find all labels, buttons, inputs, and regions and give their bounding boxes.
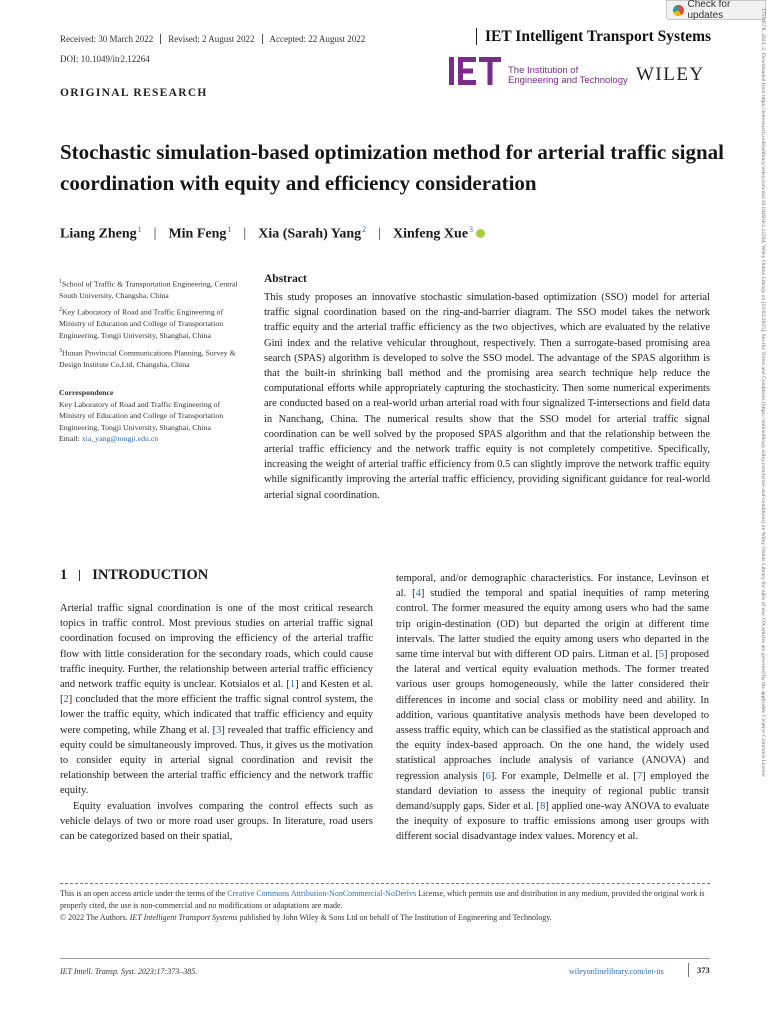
intro-right-column: [396, 571, 709, 845]
author-1[interactable]: Liang Zheng$^1$: [60, 225, 142, 242]
intro-paragraph-1: Arterial traffic signal coordination is one of the most critical research topics in traffic control. Most previous studies on arterial traffic signal coordination focused on improving the efficiency of the arterial traffic flow with little consideration for the secondary roads, which could cause traffic inequity. Further, the relationship between arterial traffic efficiency and network traffic equity is unclear. Kotsialos et al. [1] and Kesten et al. [2] concluded that the more efficient the traffic signal control system, the lower the traffic equity, which indicated that traffic efficiency and equity were competing, while Zhang et al. [3] revealed that traffic efficiency and equity could be simultaneously improved. Thus, it gives us the motivation to consider equity in arterial signal coordination and revisit the relationship between the arterial traffic efficiency and the network traffic equity.: [60, 603, 373, 797]
abstract-text: This study proposes an innovative stochastic simulation-based optimization (SSO) model for arterial traffic signal coordination based on the ring-and-barrier diagram. The SSO model takes the network traffic equity and the arterial traffic efficiency as the two objectives, which are evaluated by the relative Gini index and the relative vehicular throughout, respectively. Then a surrogate-based promising area search (SPAS) algorithm is developed to solve the SSO model. The advantage of the SPAS algorithm is that the built-in shrinking ball method and the promising area search technique help reduce the computational efforts while appropriately capturing the stochasticity. Then some numerical experiments are conducted based on a real-world urban arterial road with four signalized T-intersections and field data in Nanchang, China. The numerical results show that the SSO model for arterial traffic signal coordination can be well solved by the proposed SPAS algorithm and that the relationship between the arterial traffic efficiency and the network traffic equity is not completely competitive. Specifically, increasing the weight of arterial traffic efficiency from 0.5 can slightly improve the network traffic equity while significantly improving the arterial traffic efficiency, providing significant guidance for real-world arterial signal coordination.: [264, 292, 710, 501]
iet-line-1: The Institution of: [508, 65, 579, 76]
abstract-heading: Abstract: [264, 273, 307, 285]
citation-link[interactable]: 6: [485, 770, 491, 782]
section-heading: 1 INTRODUCTION: [60, 567, 209, 583]
affiliation-1: $^1$School of Traffic & Transportation Engineering, Central South University, Changsha, China: [59, 279, 238, 301]
footer-citation: IET Intell. Transp. Syst. 2023;17:373–385.: [60, 967, 198, 976]
revised-date: Revised: 2 August 2022: [160, 34, 261, 44]
copyright-line: © 2022 The Authors. IET Intelligent Transport Systems published by John Wiley & Sons Ltd on behalf of The Institution of Engineering and Technology.: [60, 913, 552, 922]
author-3[interactable]: Xia (Sarah) Yang$^2$: [258, 225, 367, 242]
download-notice-margin: 17519578, 2023, 2, Downloaded from https://ietresearch.onlinelibrary.wiley.com/doi/10.1049/itr2.12264, Wiley Online Library on [13/02/2025]. See the Terms and Conditions (https://onlinelibrary.wiley.com/terms-and-conditions) on Wiley Online Library for rules of use; OA articles are governed by the applicable Creative Commons License: [760, 8, 766, 777]
citation-link[interactable]: 5: [658, 649, 665, 661]
iet-logo-icon: [449, 56, 503, 86]
section-label: ORIGINAL RESEARCH: [60, 87, 208, 99]
affiliation-2: $^2$Key Laboratory of Road and Traffic Engineering of Ministry of Education and College of Transportation Engineering, Tongji University, Shanghai, China: [59, 307, 224, 340]
creative-commons-link[interactable]: Creative Commons Attribution-NonCommercial-NoDerivs: [227, 889, 417, 898]
correspondence: Correspondence Key Laboratory of Road and Traffic Engineering of Ministry of Education and College of Transportation Engineering, Tongji University, Shanghai, China Email: xia_yang@tongji.edu.cn: [59, 387, 245, 445]
correspondence-address: Key Laboratory of Road and Traffic Engineering of Ministry of Education and College of Transportation Engineering, Tongji University, Shanghai, China: [59, 399, 224, 432]
author-4[interactable]: Xinfeng Xue$^3$: [392, 225, 474, 242]
intro-left-column: [60, 601, 373, 844]
citation-link[interactable]: 7: [636, 770, 643, 782]
citation-link[interactable]: 8: [540, 801, 546, 813]
citation-link[interactable]: 2: [63, 694, 69, 706]
citation-link[interactable]: 3: [216, 724, 222, 736]
orcid-icon[interactable]: [476, 229, 485, 238]
affiliation-3: $^3$Hunan Provincial Communications Planning, Survey & Design Institute Co,Ltd, Changsha, China: [59, 348, 236, 370]
intro-paragraph-3: temporal, and/or demographic characteristics. For instance, Levinson et al. [4] studied the temporal and spatial inequities of ramp metering control. The former measured the equity among users who had the same trip origin-destination (OD) but departed the origin at different time intervals. The latter studied the equity among users who departed in the same time interval but with different OD pairs. Litman et al. [5] proposed the lateral and vertical equity evaluation methods. The former treated various user groups homogeneously, while the latter considered their differences in income and social class or mobility need and ability. In addition, various quantitative analysis methods have been developed to assess traffic equity, which can be classified as the statistical approach and the equity index-based approach. On the one hand, the widely used statistical approaches include analysis of variance (ANOVA) and regression analysis [6]. For example, Delmelle et al. [7] employed the standard deviation to assess the inequity of regional public transit demand/supply gaps. Sider et al. [8] applied one-way ANOVA to evaluate the inequity of exposure to traffic emissions among user groups with different social disadvantage index values. Morency et al.: [396, 573, 709, 843]
footer-divider: [60, 958, 710, 959]
intro-paragraph-2: Equity evaluation involves comparing the control effects such as vehicle delays of two or more road user groups. In literature, road users can be categorized based on their spatial,: [60, 800, 373, 843]
page-number: 373: [688, 963, 710, 977]
license-divider: [60, 883, 710, 884]
correspondence-email[interactable]: xia_yang@tongji.edu.cn: [81, 434, 159, 444]
doi: DOI: 10.1049/itr2.12264: [60, 54, 150, 64]
article-dates: [60, 34, 372, 44]
refresh-badge-icon: [673, 5, 684, 16]
wiley-logo: WILEY: [636, 64, 705, 85]
check-for-updates-button[interactable]: [666, 0, 766, 20]
journal-name[interactable]: IET Intelligent Transport Systems: [476, 28, 711, 45]
accepted-date: Accepted: 22 August 2022: [262, 34, 373, 44]
citation-link[interactable]: 1: [289, 679, 296, 691]
citation-link[interactable]: 4: [415, 588, 421, 600]
iet-institution-name: [508, 66, 628, 86]
correspondence-label: Correspondence: [59, 388, 114, 397]
iet-line-2: Engineering and Technology: [508, 75, 628, 86]
check-for-updates-label: Check for updates: [687, 0, 731, 21]
author-2[interactable]: Min Feng$^1$: [168, 225, 232, 242]
license-notice: This is an open access article under the terms of the Creative Commons Attribution-NonCommercial-NoDerivs License, which permits use and distribution in any medium, provided the original work is properly cited, the use is non-commercial and no modifications or adaptations are made. © 2022 The Authors. IET Intelligent Transport Systems published by John Wiley & Sons Ltd on behalf of The Institution of Engineering and Technology.: [60, 888, 715, 924]
author-list: Liang Zheng$^1$ | Min Feng$^1$ | Xia (Sarah) Yang$^2$ | Xinfeng Xue$^3$: [60, 225, 485, 243]
footer-journal-url[interactable]: wileyonlinelibrary.com/iet-its: [569, 967, 664, 976]
article-title: Stochastic simulation-based optimization method for arterial traffic signal coordination with equity and efficiency consideration: [60, 140, 724, 195]
received-date: Received: 30 March 2022: [60, 34, 154, 44]
